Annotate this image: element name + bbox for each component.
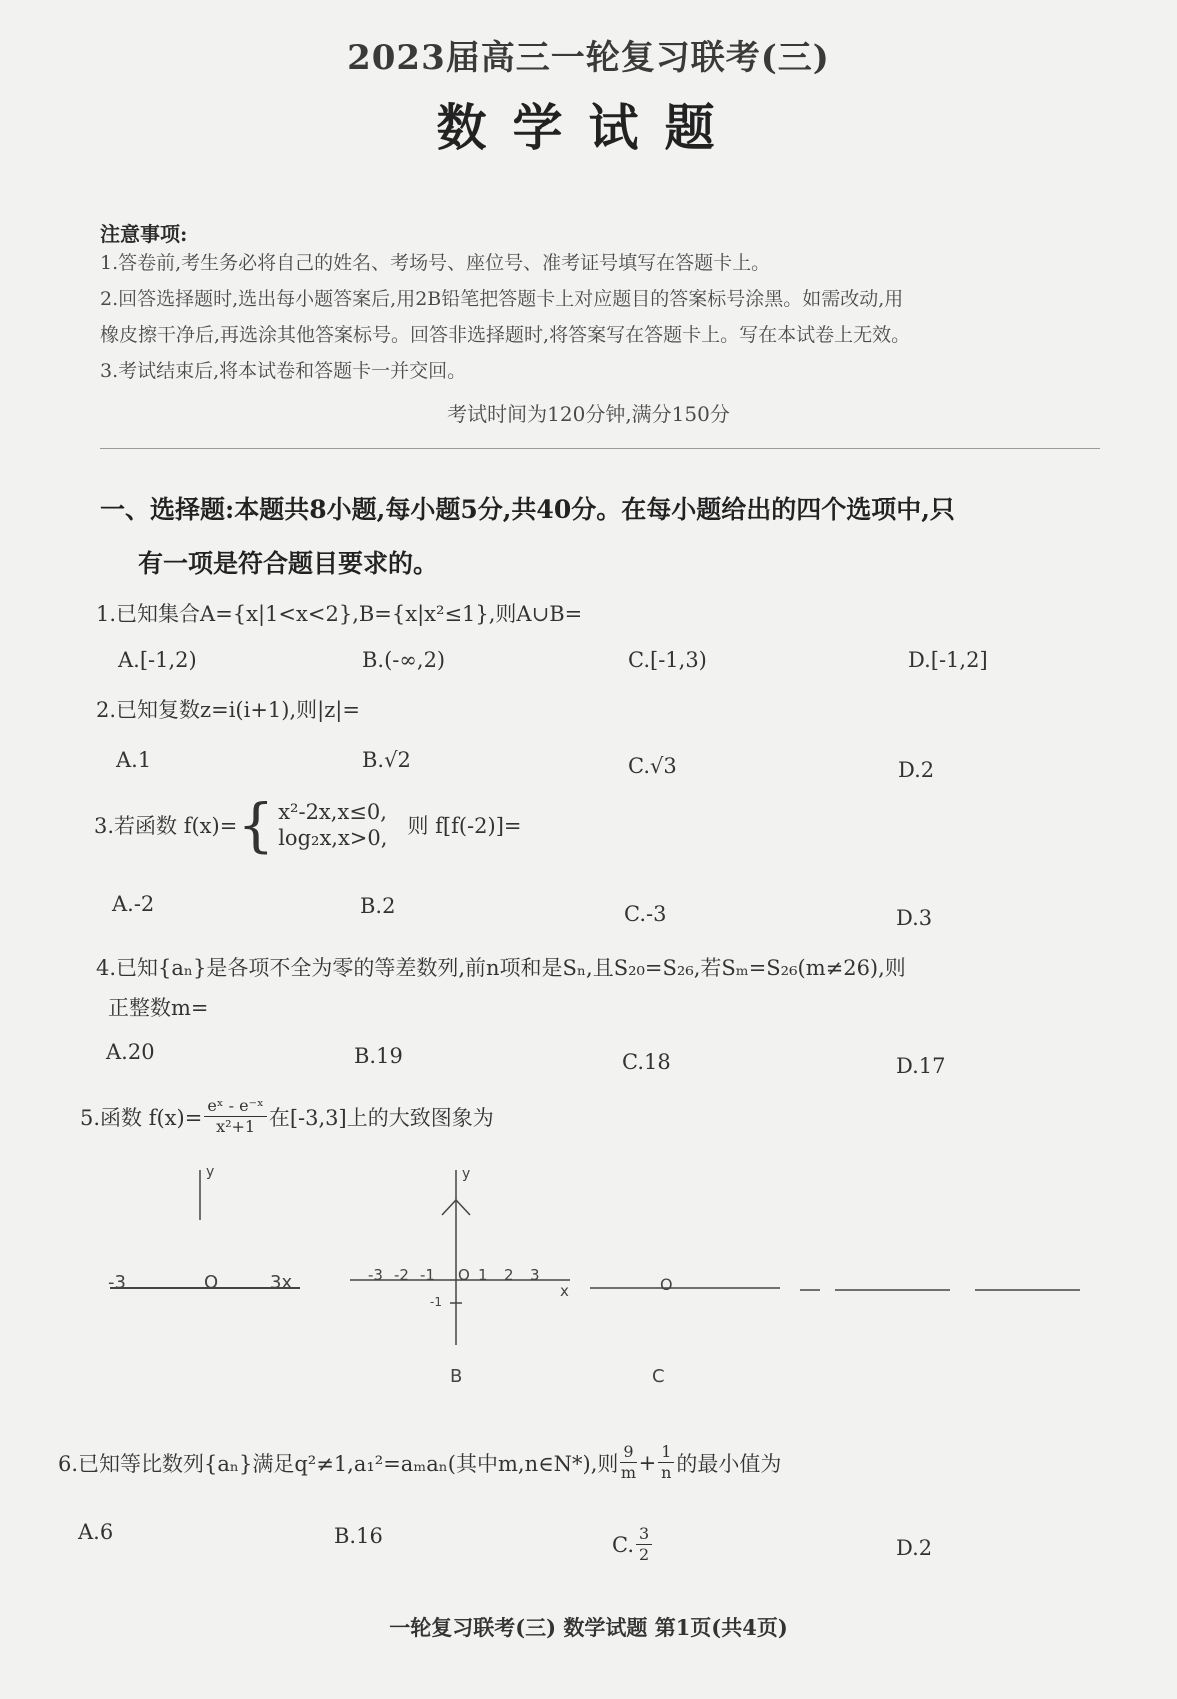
q5-fraction xyxy=(204,1096,267,1137)
graph-b-tick: 3 xyxy=(530,1266,540,1284)
q2-option-c: C.√3 xyxy=(628,754,677,778)
exam-name: 2023届高三一轮复习联考(三) xyxy=(347,38,830,78)
q1-option-c: C.[-1,3) xyxy=(628,648,707,672)
piecewise-cases xyxy=(278,799,387,851)
graph-b-ytick-neg1: -1 xyxy=(430,1295,442,1309)
q6-plus: + xyxy=(638,1450,657,1475)
notice-item-2-cont: 橡皮擦干净后,再选涂其他答案标号。回答非选择题时,将答案写在答题卡上。写在本试卷上无效。 xyxy=(100,324,911,346)
question-5-stem xyxy=(80,1096,494,1137)
graph-b-tick: 1 xyxy=(478,1266,488,1284)
q3-option-c: C.-3 xyxy=(624,902,667,926)
question-3-stem xyxy=(94,791,522,859)
q5-denominator: x²+1 xyxy=(216,1117,256,1136)
graph-a-tick-3: 3x xyxy=(270,1272,293,1293)
page-footer: 一轮复习联考(三) 数学试题 第1页(共4页) xyxy=(389,1615,788,1640)
q3-case-2: log₂x,x>0, xyxy=(278,826,388,850)
q5-prefix: 5.函数 f(x)= xyxy=(80,1105,203,1130)
q1-option-b: B.(-∞,2) xyxy=(362,648,446,672)
graph-b-letter: B xyxy=(450,1366,463,1387)
graph-b-tick: O xyxy=(458,1266,470,1284)
graph-c-letter: C xyxy=(652,1366,665,1387)
graph-b-tick: 2 xyxy=(504,1266,514,1284)
q6-option-d: D.2 xyxy=(896,1536,933,1560)
q1-option-d: D.[-1,2] xyxy=(908,648,988,672)
q6-f2-numerator: 1 xyxy=(658,1442,674,1463)
q4-option-c: C.18 xyxy=(622,1050,671,1074)
graph-b-tick: -1 xyxy=(420,1266,435,1284)
q6-option-c-fraction xyxy=(636,1524,652,1565)
notice-item-1: 1.答卷前,考生务必将自己的姓名、考场号、座位号、准考证号填写在答题卡上。 xyxy=(100,252,771,274)
question-4-stem-cont: 正整数m= xyxy=(108,996,209,1020)
piecewise-brace: { xyxy=(237,791,275,859)
graph-c-origin: O xyxy=(660,1275,673,1294)
q4-option-d: D.17 xyxy=(896,1054,946,1078)
question-4-stem: 4.已知{aₙ}是各项不全为零的等差数列,前n项和是Sₙ,且S₂₀=S₂₆,若Sₘ=S₂₆(m≠26),则 xyxy=(96,956,906,980)
graph-a-origin: O xyxy=(204,1272,219,1293)
graph-b-tick: -2 xyxy=(394,1266,409,1284)
q4-option-a: A.20 xyxy=(106,1040,155,1064)
q6-optc-numerator: 3 xyxy=(636,1524,652,1545)
graph-b-ticks xyxy=(368,1266,540,1284)
q3-suffix: 则 f[f(-2)]= xyxy=(407,814,522,838)
q6-suffix: 的最小值为 xyxy=(676,1451,782,1476)
graph-a xyxy=(110,1170,300,1288)
q3-option-d: D.3 xyxy=(896,906,933,930)
graph-a-y-label: y xyxy=(206,1164,215,1180)
q5-numerator: eˣ - e⁻ˣ xyxy=(204,1096,267,1117)
q6-fraction-1 xyxy=(620,1442,636,1483)
question-6-stem xyxy=(58,1442,781,1483)
question-1-stem: 1.已知集合A={x|1<x<2},B={x|x²≤1},则A∪B= xyxy=(96,602,583,626)
q5-graphs xyxy=(90,1160,1090,1400)
exam-time: 考试时间为120分钟,满分150分 xyxy=(447,402,730,426)
q2-option-d: D.2 xyxy=(898,758,935,782)
q2-option-b: B.√2 xyxy=(362,748,411,772)
q6-fraction-2 xyxy=(658,1442,674,1483)
notice-heading: 注意事项: xyxy=(100,222,188,246)
q3-case-1: x²-2x,x≤0, xyxy=(278,800,387,824)
q3-option-a: A.-2 xyxy=(112,892,155,916)
q6-option-c xyxy=(612,1524,654,1565)
graph-a-tick-neg3: -3 xyxy=(108,1272,126,1293)
q6-option-b: B.16 xyxy=(334,1524,383,1548)
q6-stem-text: 6.已知等比数列{aₙ}满足q²≠1,a₁²=aₘaₙ(其中m,n∈N*),则 xyxy=(58,1451,619,1476)
q4-option-b: B.19 xyxy=(354,1044,403,1068)
notice-item-3: 3.考试结束后,将本试卷和答题卡一并交回。 xyxy=(100,360,467,382)
q6-option-a: A.6 xyxy=(78,1520,114,1544)
section-heading: 一、选择题:本题共8小题,每小题5分,共40分。在每小题给出的四个选项中,只 xyxy=(100,495,955,524)
graph-b-tick: -3 xyxy=(368,1266,383,1284)
q6-option-c-label: C. xyxy=(612,1532,634,1557)
q6-optc-denominator: 2 xyxy=(639,1545,650,1564)
graph-b xyxy=(350,1170,570,1345)
q6-f1-numerator: 9 xyxy=(620,1442,636,1463)
q2-option-a: A.1 xyxy=(116,748,152,772)
question-2-stem: 2.已知复数z=i(i+1),则|z|= xyxy=(96,698,360,722)
q6-f2-denominator: n xyxy=(661,1463,672,1482)
q5-suffix: 在[-3,3]上的大致图象为 xyxy=(268,1105,494,1130)
divider xyxy=(100,448,1100,449)
q3-option-b: B.2 xyxy=(360,894,396,918)
section-heading-cont: 有一项是符合题目要求的。 xyxy=(138,549,439,578)
q3-prefix: 3.若函数 f(x)= xyxy=(94,814,238,838)
q1-option-a: A.[-1,2) xyxy=(118,648,197,672)
subject-title: 数学试题 xyxy=(436,98,741,157)
graph-b-y-label: y xyxy=(462,1166,471,1182)
graph-b-x-label: x xyxy=(560,1282,569,1300)
q6-f1-denominator: m xyxy=(620,1463,637,1482)
notice-item-2: 2.回答选择题时,选出每小题答案后,用2B铅笔把答题卡上对应题目的答案标号涂黑。如需改动,用 xyxy=(100,288,904,310)
